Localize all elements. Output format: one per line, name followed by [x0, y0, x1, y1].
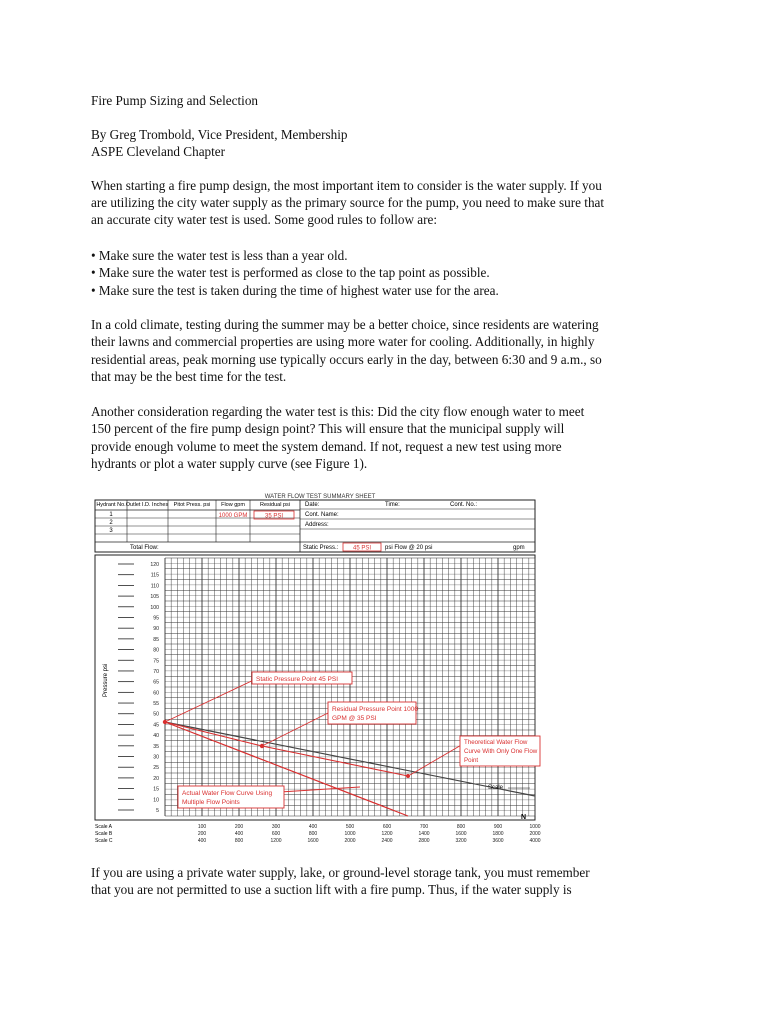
y-tick-label: 40: [153, 733, 159, 740]
x-tick-label: 2400: [381, 838, 393, 844]
y-tick-label: 100: [150, 604, 159, 611]
paragraph-line: provide enough volume to meet the system demand. If not, request a new test using more: [91, 439, 562, 454]
paragraph-line: 150 percent of the fire pump design point? This will ensure that the municipal supply will: [91, 421, 565, 436]
y-tick-label: 5: [156, 808, 159, 814]
y-tick-label: 30: [153, 754, 159, 761]
bullet-item: • Make sure the water test is performed as close to the tap point as possible.: [91, 265, 490, 280]
scale-c-label: Scale C: [95, 838, 113, 844]
x-tick-label: 600: [271, 831, 281, 837]
paragraph-line: their lawns and commercial properties are using more water for cooling. Additionally, in highly: [91, 334, 595, 349]
x-tick-label: 1400: [418, 831, 430, 837]
bullet-item: • Make sure the water test is less than a year old.: [91, 248, 348, 263]
row-2: 2: [109, 520, 113, 526]
header-outlet: Outlet I.D. Inches: [125, 502, 169, 508]
x-tick-label: 3600: [492, 838, 504, 844]
document-title: Fire Pump Sizing and Selection: [91, 93, 259, 108]
x-tick-label: 1600: [455, 831, 467, 837]
y-tick-label: 15: [153, 786, 159, 793]
x-tick-label: 1200: [381, 831, 393, 837]
info-date: Date:: [305, 502, 320, 508]
x-tick-label: 400: [234, 831, 244, 837]
scale-a-label: Scale A: [95, 824, 112, 830]
paragraph-line: When starting a fire pump design, the most important item to consider is the water supply. If you: [91, 178, 602, 193]
x-tick-label: 1800: [492, 831, 504, 837]
x-tick-label: 200: [197, 831, 207, 837]
flow-at-20-label: psi Flow @ 20 psi: [385, 545, 433, 551]
y-axis-label: Pressure psi: [103, 663, 109, 697]
annotation-residual-1: Residual Pressure Point 1000: [332, 706, 418, 713]
header-hydrant: Hydrant No.: [96, 502, 126, 508]
pressure-tick-column: [118, 562, 159, 814]
info-cont-name: Cont. Name:: [305, 512, 339, 518]
y-tick-label: 20: [153, 775, 159, 782]
annotation-theoretical-1: Theoretical Water Flow: [464, 739, 528, 746]
x-tick-label: 1600: [307, 838, 319, 844]
y-tick-label: 85: [153, 636, 159, 643]
header-pitot: Pitot Press. psi: [173, 502, 211, 508]
x-tick-label: 400: [197, 838, 207, 844]
figure-1-water-flow-sheet: [90, 492, 542, 850]
y-tick-label: 110: [150, 583, 159, 590]
paragraph-line: If you are using a private water supply, lake, or ground-level storage tank, you must remember: [91, 865, 590, 880]
y-tick-label: 105: [150, 594, 159, 601]
sheet-title: WATER FLOW TEST SUMMARY SHEET: [264, 494, 376, 500]
y-tick-label: 65: [153, 679, 159, 686]
paragraph-line: Another consideration regarding the water test is this: Did the city flow enough water to meet: [91, 404, 585, 419]
header-residual: Residual psi: [260, 502, 290, 508]
x-tick-label: 100: [197, 824, 207, 830]
y-tick-label: 10: [153, 797, 159, 804]
x-tick-label: 200: [234, 824, 244, 830]
y-tick-label: 70: [153, 668, 159, 675]
y-tick-label: 95: [153, 615, 159, 622]
x-tick-label: 4000: [529, 838, 541, 844]
y-tick-label: 75: [153, 658, 159, 665]
x-tick-label: 400: [308, 824, 318, 830]
x-tick-label: 700: [419, 824, 429, 830]
x-tick-label: 800: [308, 831, 318, 837]
y-tick-label: 35: [153, 743, 159, 750]
x-tick-label: 800: [456, 824, 466, 830]
y-tick-label: 120: [150, 562, 159, 568]
header-flow: Flow gpm: [221, 502, 245, 508]
paragraph-line: an accurate city water test is used. Some good rules to follow are:: [91, 212, 438, 227]
row-3: 3: [109, 528, 113, 534]
static-press-label: Static Press.:: [303, 545, 339, 551]
paragraph-line: residential areas, peak morning use typically occurs early in the day, between 6:30 and 9 a.m., so: [91, 352, 602, 367]
y-tick-label: 115: [150, 572, 159, 579]
row-1: 1: [109, 512, 113, 518]
residual-point: [260, 744, 264, 748]
y-tick-label: 90: [153, 626, 159, 633]
paragraph-line: hydrants or plot a water supply curve (see Figure 1).: [91, 456, 368, 471]
residual-value: 35 PSI: [264, 513, 284, 520]
x-tick-label: 500: [345, 824, 355, 830]
paragraph-line: that you are not permitted to use a suction lift with a fire pump. Thus, if the water supply is: [91, 882, 572, 897]
annotation-static: Static Pressure Point 45 PSI: [256, 676, 339, 683]
annotation-actual-2: Multiple Flow Points: [182, 799, 240, 806]
paragraph-line: that may be the best time for the test.: [91, 369, 287, 384]
paragraph-line: are utilizing the city water supply as the primary source for the pump, you need to make sure that: [91, 195, 605, 210]
x-tick-label: 1000: [529, 824, 541, 830]
y-tick-label: 60: [153, 690, 159, 697]
static-point: [163, 720, 167, 724]
flow-value: 1000 GPM: [218, 513, 248, 519]
paragraph-line: In a cold climate, testing during the summer may be a better choice, since residents are watering: [91, 317, 599, 332]
x-tick-label: 3200: [455, 838, 467, 844]
annotation-actual-1: Actual Water Flow Curve Using: [182, 790, 273, 797]
y-tick-label: 80: [153, 647, 159, 654]
static-press-value: 45 PSI: [352, 545, 372, 552]
info-cont-no: Cont. No.:: [450, 502, 478, 508]
byline: By Greg Trombold, Vice President, Membership: [91, 127, 348, 142]
x-tick-label: 800: [234, 838, 244, 844]
y-tick-label: 45: [153, 722, 159, 729]
annotation-theoretical-2: Curve With Only One Flow: [464, 748, 538, 755]
water-flow-sheet-graphic: [90, 492, 542, 850]
scale-label: Scale: [488, 785, 504, 791]
x-tick-label: 1200: [270, 838, 282, 844]
total-flow-label: Total Flow:: [130, 545, 159, 551]
info-time: Time:: [385, 502, 400, 508]
x-tick-label: 600: [382, 824, 392, 830]
y-tick-label: 55: [153, 701, 159, 708]
annotation-theoretical-3: Point: [464, 757, 479, 764]
scale-b-label: Scale B: [95, 831, 113, 837]
n-label: N: [521, 814, 527, 821]
x-tick-label: 900: [493, 824, 503, 830]
x-tick-label: 2000: [344, 838, 356, 844]
y-tick-label: 50: [153, 711, 159, 718]
x-tick-label: 2800: [418, 838, 430, 844]
x-tick-label: 2000: [529, 831, 541, 837]
y-tick-label: 25: [153, 765, 159, 772]
x-tick-label: 1000: [344, 831, 356, 837]
chapter: ASPE Cleveland Chapter: [91, 144, 226, 159]
annotation-residual-2: GPM @ 35 PSI: [332, 715, 377, 722]
info-address: Address:: [305, 522, 329, 528]
x-axis-scales: [198, 824, 541, 844]
flow-unit: gpm: [513, 545, 525, 551]
bullet-item: • Make sure the test is taken during the time of highest water use for the area.: [91, 283, 499, 298]
x-tick-label: 300: [271, 824, 281, 830]
chart-grid: [165, 558, 535, 816]
